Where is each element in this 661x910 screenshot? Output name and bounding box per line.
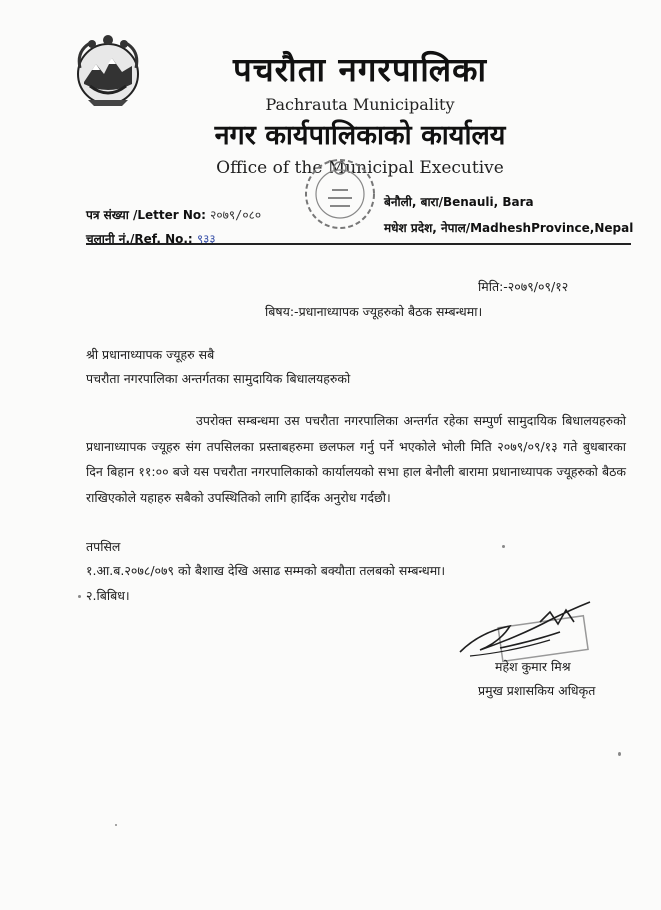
signatory-name: महेश कुमार मिश्र xyxy=(495,659,571,674)
scan-speck xyxy=(502,545,505,548)
scan-speck xyxy=(618,752,621,756)
nepal-emblem-logo xyxy=(70,34,146,110)
office-name-nepali: नगर कार्यपालिकाको कार्यालय xyxy=(214,120,506,151)
address-line-1: बेनौली, बारा/Benauli, Bara xyxy=(384,195,534,209)
recipient-line-1: श्री प्रधानाध्यापक ज्यूहरु सबै xyxy=(86,347,215,362)
address-line-2: मधेश प्रदेश, नेपाल/MadheshProvince,Nepal xyxy=(384,221,634,235)
municipality-name-english: Pachrauta Municipality xyxy=(265,95,455,114)
office-name-english: Office of the Municipal Executive xyxy=(216,158,504,178)
municipality-name-nepali: पचरौता नगरपालिका xyxy=(232,50,488,89)
letter-date: मिति:-२०७९/०९/१२ xyxy=(478,279,569,294)
letter-body: उपरोक्त सम्बन्धमा उस पचरौता नगरपालिका अन्तर्गत रहेका सम्पुर्ण सामुदायिक बिधालयहरुको प्रधानाध्यापक ज्यूहरु संग तपसिलका प्रस्ताबहरुमा छलफल गर्नु पर्ने भएकोले भोली मिति २०७९/०९/१३ गते बुधबारका दिन बिहान ११:०० बजे यस पचरौता नगरपालिकाको कार्यालयको सभा हाल बेनौली बारामा प्रधानाध्यापक ज्यूहरुको बैठक राखिएकोले यहाहरु सबैको उपस्थितिको लागि हार्दिक अनुरोध गर्दछौ। xyxy=(86,413,626,505)
scan-speck xyxy=(78,595,81,598)
scan-speck xyxy=(115,824,117,826)
office-stamp xyxy=(300,148,380,238)
letter-subject: बिषय:-प्रधानाध्यापक ज्यूहरुको बैठक सम्बन्धमा। xyxy=(265,304,483,319)
recipient-line-2: पचरौता नगरपालिका अन्तर्गतका सामुदायिक बिधालयहरुको xyxy=(86,371,351,386)
reference-number-value: ९३३ xyxy=(196,232,216,246)
header-divider xyxy=(86,243,631,245)
tapasil-item-1: १.आ.ब.२०७८/०७९ को बैशाख देखि असाढ सम्मको बक्यौता तलबको सम्बन्धमा। xyxy=(86,563,446,578)
reference-number-label: चलानी नं./Ref. No.: xyxy=(86,232,193,246)
letter-number-label: पत्र संख्या /Letter No: xyxy=(86,208,206,222)
tapasil-item-2: २.बिबिध। xyxy=(86,588,130,603)
signatory-title: प्रमुख प्रशासकिय अधिकृत xyxy=(478,683,596,698)
tapasil-heading: तपसिल xyxy=(86,539,121,554)
letter-number-value: २०७९/०८० xyxy=(210,208,262,222)
letter-number xyxy=(86,206,261,223)
